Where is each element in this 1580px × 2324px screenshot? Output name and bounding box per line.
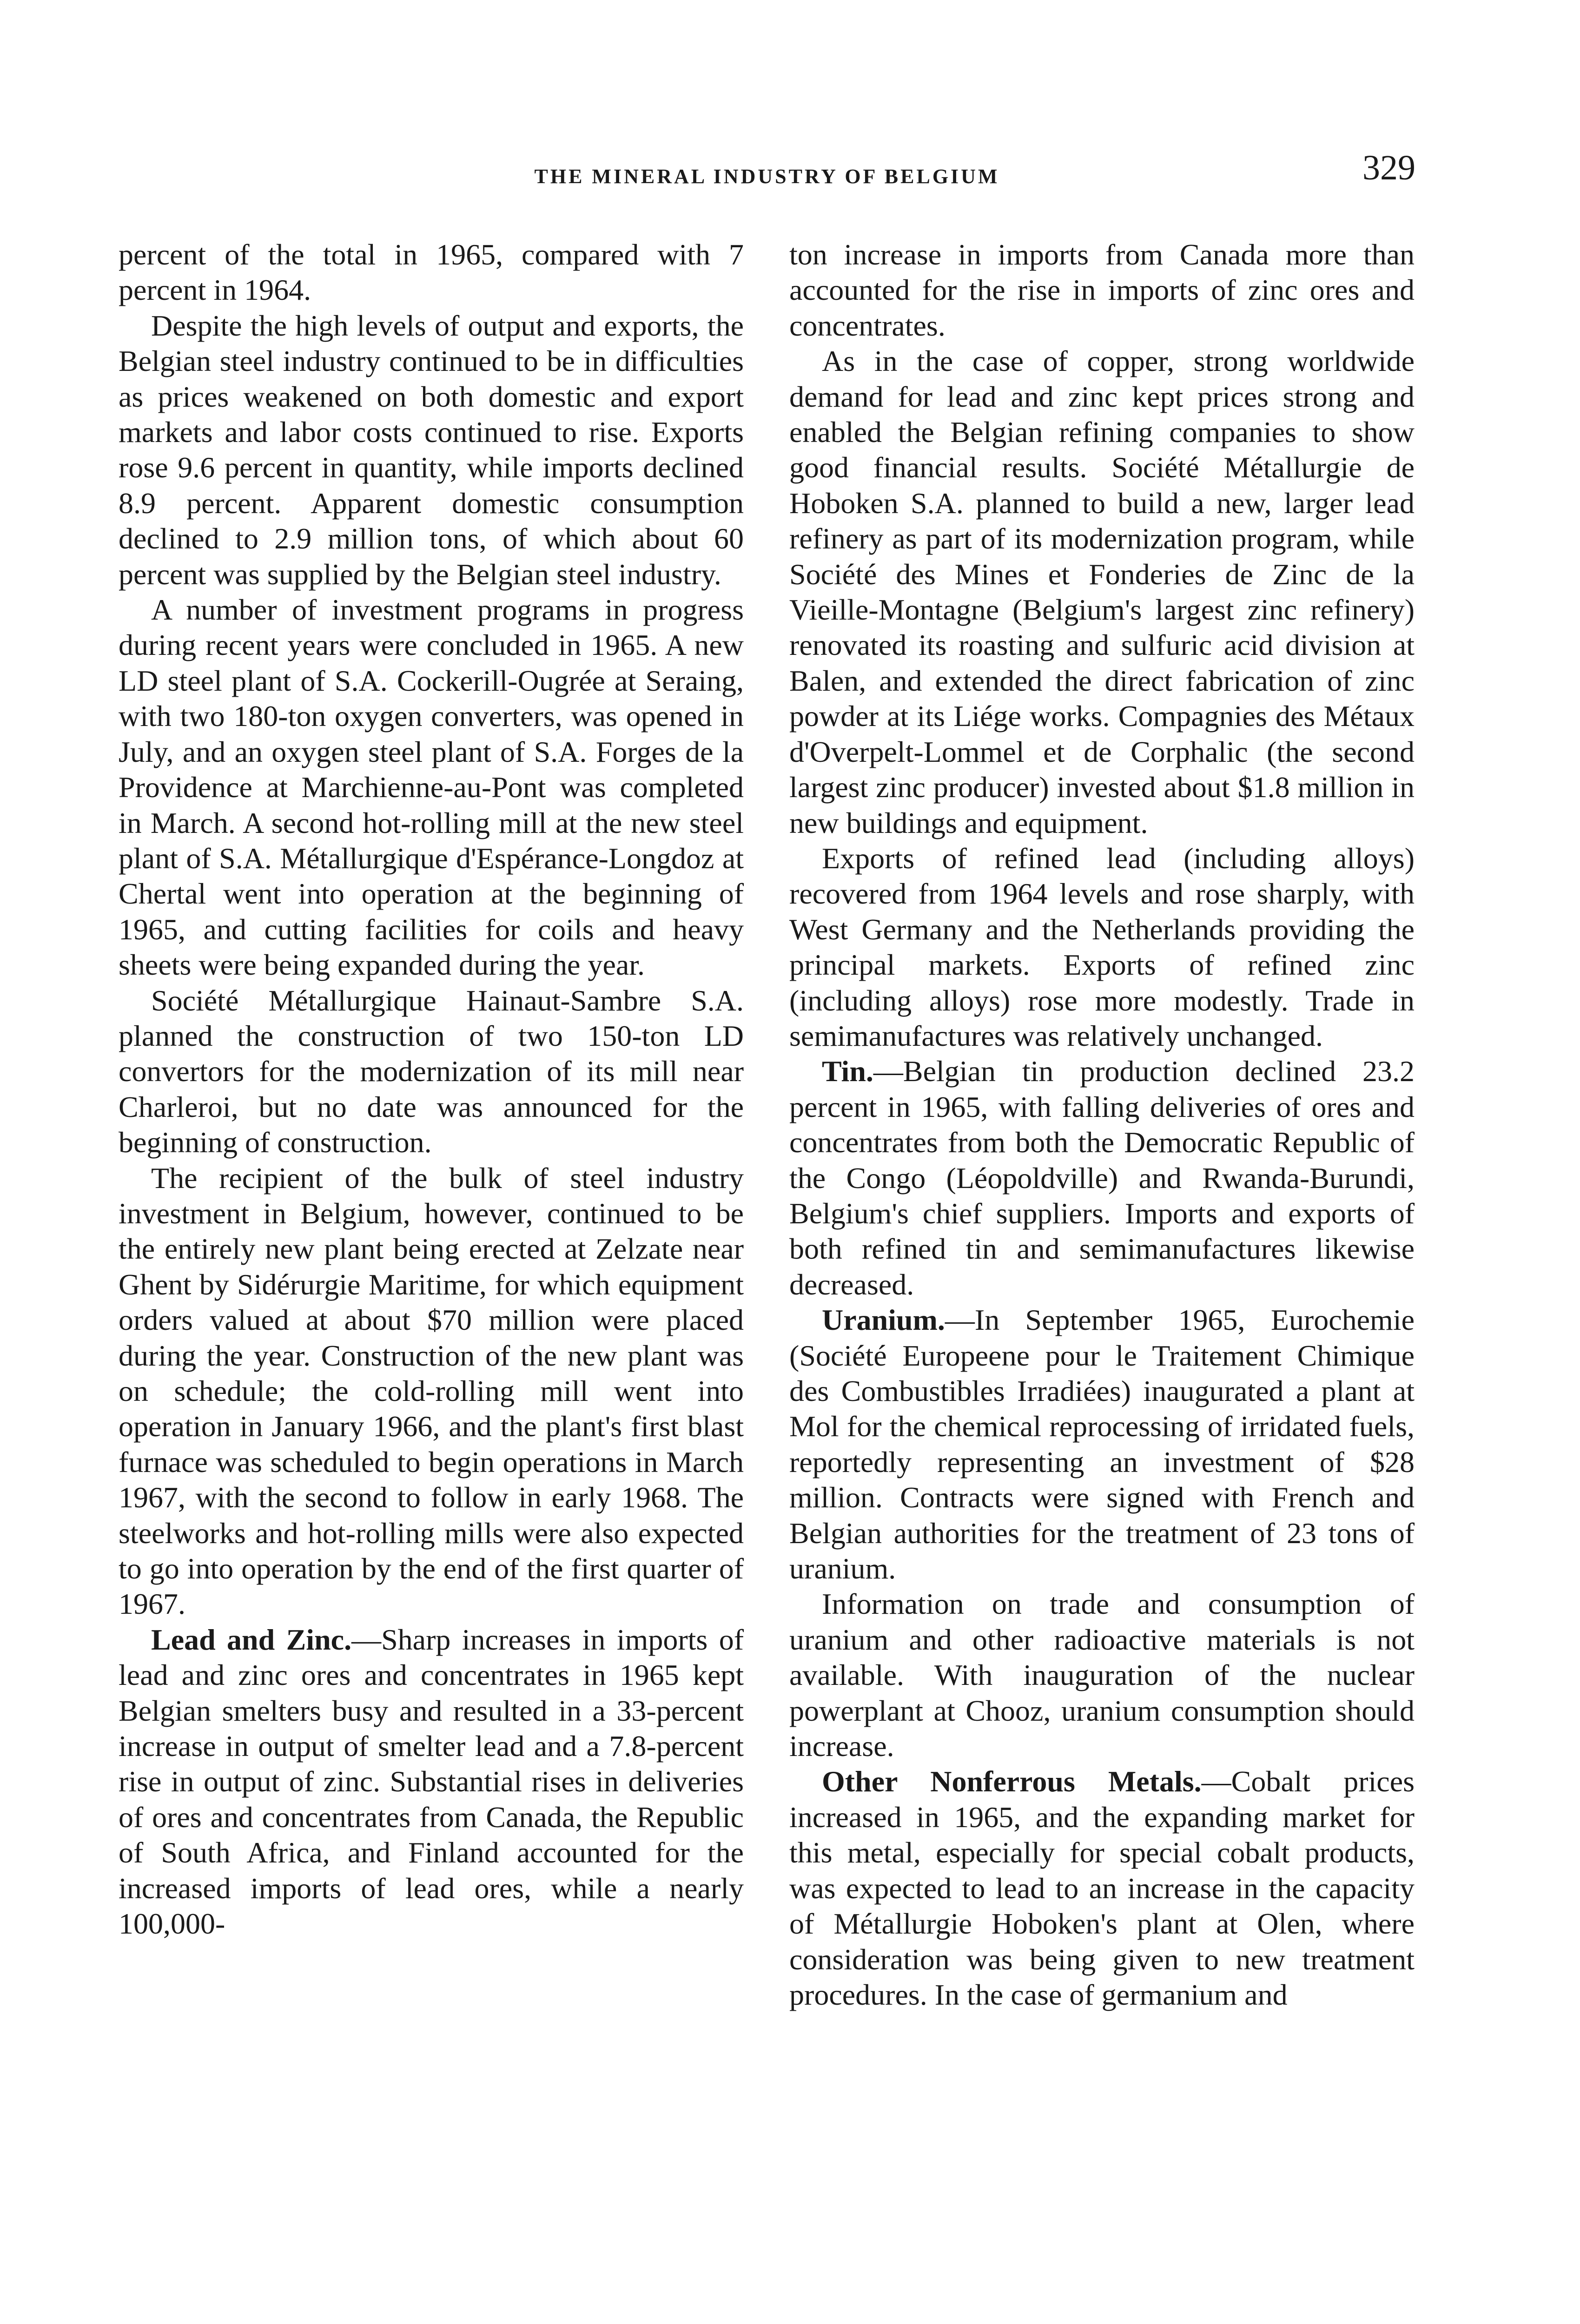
paragraph-other-nonferrous — [789, 1764, 1415, 2013]
paragraph-lead-zinc-demand: As in the case of copper, strong worldwide demand for lead and zinc kept prices strong and enabled the Belgian refining companies to show good financial results. Société Métallurgie de Hoboken S.A. planned to build a new, larger lead refinery as part of its modernization program, while Société des Mines et Fonderies de Zinc de la Vieille-Montagne (Belgium's largest zinc refinery) renovated its roasting and sulfuric acid division at Balen, and extended the direct fabrication of zinc powder at its Liége works. Compagnies des Métaux d'Overpelt-Lommel et de Corphalic (the second largest zinc producer) invested about $1.8 million in new buildings and equipment. — [789, 344, 1415, 839]
paragraph-hainaut-sambre: Société Métallurgique Hainaut-Sambre S.A. planned the construction of two 150-ton LD convertors for the modernization of its mill near Charleroi, but no date was announced for the beginning of construction. — [119, 984, 744, 1159]
paragraph-tin-text: —Belgian tin production declined 23.2 percent in 1965, with falling deliveries of ores and concentrates from both the Democratic Republic of the Congo (Léopoldville) and Rwanda-Burundi, Belgium's chief suppliers. Imports and exports of both refined tin and semimanufactures likewise decreased. — [789, 1055, 1415, 1301]
paragraph-steel-difficulties: Despite the high levels of output and exports, the Belgian steel industry continued to be in difficulties as prices weakened on both domestic and export markets and labor costs continued to rise. Exports rose 9.6 percent in quantity, while imports declined 8.9 percent. Apparent domestic consumption declined to 2.9 million tons, of which about 60 percent was supplied by the Belgian steel industry. — [119, 309, 744, 591]
paragraph-lead-zinc-text: —Sharp increases in imports of lead and zinc ores and concentrates in 1965 kept Belgian smelters busy and resulted in a 33-percent increase in output of smelter lead and a 7.8-percent rise in output of zinc. Substantial rises in deliveries of ores and concentrates from Canada, the Republic of South Africa, and Finland accounted for the increased imports of lead ores, while a nearly 100,000- — [119, 1623, 744, 1941]
section-heading-lead-zinc: Lead and Zinc. — [151, 1623, 352, 1656]
right-column — [789, 237, 1415, 2013]
running-title: THE MINERAL INDUSTRY OF BELGIUM — [534, 165, 1000, 188]
paragraph-continued: percent of the total in 1965, compared with 7 percent in 1964. — [119, 238, 744, 307]
paragraph-uranium — [789, 1302, 1415, 1586]
paragraph-continued: ton increase in imports from Canada more than accounted for the rise in imports of zinc ores and concentrates. — [789, 238, 1415, 342]
paragraph-tin — [789, 1054, 1415, 1302]
left-column — [119, 237, 744, 1942]
section-heading-uranium: Uranium. — [822, 1303, 945, 1337]
paragraph-uranium-text: —In September 1965, Eurochemie (Société Europeene pour le Traitement Chimique des Combustibles Irradiées) inaugurated a plant at Mol for the chemical reprocessing of irridated fuels, reportedly representing an investment of $28 million. Contracts were signed with French and Belgian authorities for the treatment of 23 tons of uranium. — [789, 1303, 1415, 1585]
paragraph-refined-exports: Exports of refined lead (including alloys) recovered from 1964 levels and rose sharply, with West Germany and the Netherlands providing the principal markets. Exports of refined zinc (including alloys) rose more modestly. Trade in semimanufactures was relatively unchanged. — [789, 841, 1415, 1052]
paragraph-other-nonferrous-text: —Cobalt prices increased in 1965, and the expanding market for this metal, especially for special cobalt products, was expected to lead to an increase in the capacity of Métallurgie Hoboken's plant at Olen, where consideration was being given to new treatment procedures. In the case of germanium and — [789, 1765, 1415, 2011]
page-number: 329 — [1362, 148, 1415, 187]
page-header — [119, 148, 1415, 199]
paragraph-investment-programs: A number of investment programs in progress during recent years were concluded in 1965. A new LD steel plant of S.A. Cockerill-Ougrée at Seraing, with two 180-ton oxygen converters, was opened in July, and an oxygen steel plant of S.A. Forges de la Providence at Marchienne-au-Pont was completed in March. A second hot-rolling mill at the new steel plant of S.A. Métallurgique d'Espérance-Longdoz at Chertal went into operation at the beginning of 1965, and cutting facilities for coils and heavy sheets were being expanded during the year. — [119, 593, 744, 982]
paragraph-lead-zinc — [119, 1622, 744, 1942]
section-heading-tin: Tin. — [822, 1055, 873, 1088]
paragraph-zelzate-plant: The recipient of the bulk of steel industry investment in Belgium, however, continued to be the entirely new plant being erected at Zelzate near Ghent by Sidérurgie Maritime, for which equipment orders valued at about $70 million were placed during the year. Construction of the new plant was on schedule; the cold-rolling mill went into operation in January 1966, and the plant's first blast furnace was scheduled to begin operations in March 1967, with the second to follow in early 1968. The steelworks and hot-rolling mills were also expected to go into operation by the end of the first quarter of 1967. — [119, 1161, 744, 1621]
paragraph-uranium-consumption: Information on trade and consumption of uranium and other radioactive materials is not available. With inauguration of the nuclear powerplant at Chooz, uranium consumption should increase. — [789, 1587, 1415, 1763]
section-heading-other-nonferrous: Other Nonferrous Metals. — [822, 1765, 1202, 1798]
